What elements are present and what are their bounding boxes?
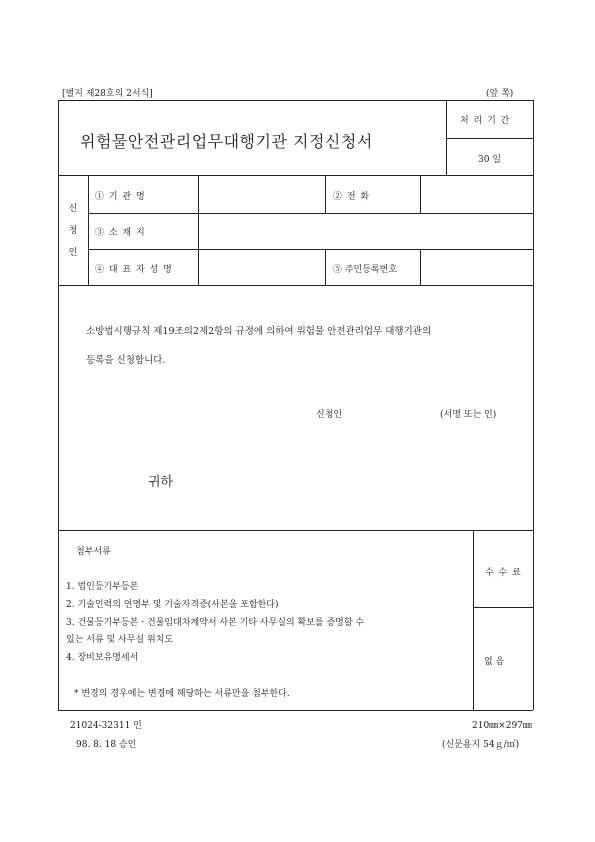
representative-name-field[interactable] bbox=[200, 251, 323, 283]
address-field[interactable] bbox=[200, 215, 531, 247]
approval-date: 98. 8. 18 승인 bbox=[76, 740, 137, 750]
applicant-label-char: 청 bbox=[68, 226, 78, 236]
resident-number-label: ⑤ 주민등록번호 bbox=[333, 265, 398, 275]
fee-value: 없 음 bbox=[484, 657, 505, 667]
attachments-heading: 첨부서류 bbox=[76, 547, 111, 557]
statement-line-2: 등록을 신청합니다. bbox=[86, 355, 166, 366]
applicant-group-label bbox=[66, 198, 80, 264]
form-title: 위험물안전관리업무대행기관 지정신청서 bbox=[80, 132, 373, 151]
institution-name-label: ① 기 관 명 bbox=[95, 192, 146, 202]
attachment-item: 있는 서류 및 사무실 위치도 bbox=[66, 635, 174, 645]
phone-label: ② 전 화 bbox=[333, 192, 371, 202]
applicant-label-char: 신 bbox=[68, 204, 78, 214]
attachment-item: 4. 장비보유명세서 bbox=[66, 653, 139, 663]
paper-size: 210㎜×297㎜ bbox=[472, 721, 532, 731]
signature-note: (서명 또는 인) bbox=[440, 410, 497, 420]
statement-line-1: 소방법시행규칙 제19조의2제2항의 규정에 의하여 위험물 안전관리업무 대행기관의 bbox=[86, 326, 432, 337]
page-side: (앞 쪽) bbox=[486, 89, 514, 99]
attachment-item: 2. 기술인력의 연명부 및 기술자격증(사본을 포함한다) bbox=[66, 600, 279, 610]
signature-field[interactable] bbox=[355, 401, 430, 419]
processing-period-value: 30 일 bbox=[478, 155, 502, 165]
paper-spec: (신문용지 54ｇ/㎡) bbox=[442, 740, 520, 750]
representative-name-label: ④ 대 표 자 성 명 bbox=[95, 265, 173, 275]
attachments-note: * 변경의 경우에는 변경에 해당하는 서류만을 첨부한다. bbox=[74, 689, 290, 699]
applicant-label-char: 인 bbox=[68, 248, 78, 258]
fee-label: 수 수 료 bbox=[485, 568, 522, 578]
address-label: ③ 소 재 지 bbox=[95, 228, 146, 238]
form-reference: [별지 제28호의 2서식] bbox=[62, 89, 153, 99]
addressee-label: 귀하 bbox=[148, 475, 174, 490]
attachment-item: 1. 법인등기부등본 bbox=[66, 582, 139, 592]
phone-field[interactable] bbox=[422, 177, 531, 211]
processing-period-label: 처 리 기 간 bbox=[460, 116, 511, 126]
applicant-signature-label: 신청인 bbox=[316, 410, 343, 420]
resident-number-field[interactable] bbox=[422, 251, 531, 283]
attachment-item: 3. 건물등기부등본ㆍ건물임대차계약서 사본 기타 사무실의 확보를 증명할 수 bbox=[66, 618, 365, 628]
institution-name-field[interactable] bbox=[200, 177, 323, 211]
form-code: 21024-32311 민 bbox=[70, 721, 142, 731]
